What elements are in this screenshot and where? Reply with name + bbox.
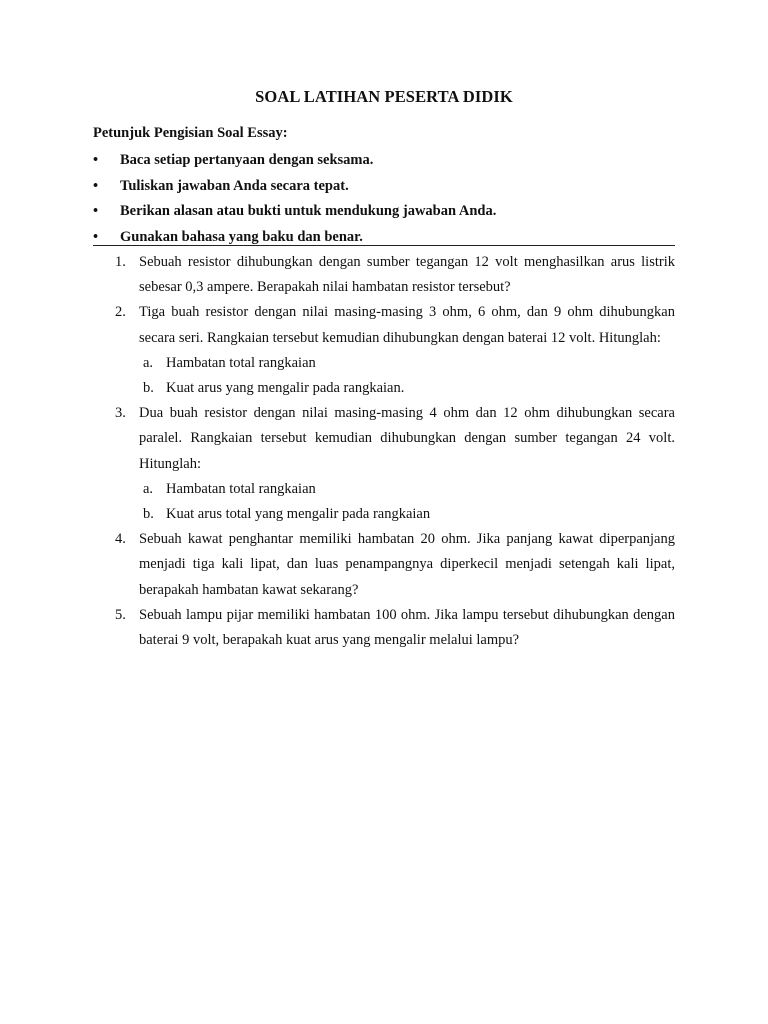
sub-question-text: Hambatan total rangkaian	[166, 354, 316, 371]
instruction-text: Berikan alasan atau bukti untuk mendukung jawaban Anda.	[120, 203, 497, 219]
sub-question-text: Kuat arus total yang mengalir pada rangkaian	[166, 506, 431, 523]
sub-question-letter: a.	[143, 480, 154, 497]
sub-question-item	[93, 376, 675, 401]
instructions-list	[93, 148, 675, 250]
instruction-text: Baca setiap pertanyaan dengan seksama.	[120, 152, 374, 168]
page-title: SOAL LATIHAN PESERTA DIDIK	[255, 87, 513, 106]
instruction-item	[93, 225, 675, 251]
bullet-icon: •	[93, 152, 99, 168]
question-item	[93, 401, 675, 477]
instruction-item	[93, 148, 675, 174]
question-number: 3.	[115, 405, 126, 422]
bullet-icon: •	[93, 203, 99, 219]
sub-question-letter: b.	[143, 380, 154, 397]
instruction-item	[93, 199, 675, 225]
sub-question-letter: b.	[143, 506, 154, 523]
section-divider	[93, 245, 675, 246]
question-item	[93, 527, 675, 603]
question-number: 1.	[115, 254, 126, 270]
question-item	[93, 300, 675, 350]
instruction-text: Gunakan bahasa yang baku dan benar.	[120, 228, 363, 245]
question-list	[93, 250, 675, 653]
sub-question-item	[93, 502, 675, 527]
sub-question-item	[93, 477, 675, 502]
question-item	[93, 250, 675, 300]
question-number: 5.	[115, 606, 126, 623]
question-text: Sebuah resistor dihubungkan dengan sumber tegangan 12 volt menghasilkan arus listrik sebesar 0,3 ampere. Berapakah nilai hambatan resistor tersebut?	[139, 254, 675, 296]
question-text: Sebuah kawat penghantar memiliki hambatan 20 ohm. Jika panjang kawat diperpanjang menjadi tiga kali lipat, dan luas penampangnya diperkecil menjadi setengah kali lipat, berapakah hambatan kawat sekarang?	[139, 531, 675, 598]
instructions-heading: Petunjuk Pengisian Soal Essay:	[93, 125, 288, 141]
bullet-icon: •	[93, 177, 99, 194]
sub-question-text: Kuat arus yang mengalir pada rangkaian.	[166, 380, 405, 397]
instruction-item	[93, 174, 675, 200]
sub-question-letter: a.	[143, 354, 154, 371]
instruction-text: Tuliskan jawaban Anda secara tepat.	[120, 177, 349, 194]
question-text: Tiga buah resistor dengan nilai masing-masing 3 ohm, 6 ohm, dan 9 ohm dihubungkan secara seri. Rangkaian tersebut kemudian dihubungkan dengan baterai 12 volt. Hitunglah:	[139, 304, 675, 346]
sub-question-text: Hambatan total rangkaian	[166, 480, 316, 497]
question-number: 4.	[115, 531, 126, 548]
question-number: 2.	[115, 304, 126, 321]
sub-question-item	[93, 351, 675, 376]
question-item	[93, 603, 675, 653]
question-text: Sebuah lampu pijar memiliki hambatan 100 ohm. Jika lampu tersebut dihubungkan dengan baterai 9 volt, berapakah kuat arus yang mengalir melalui lampu?	[139, 606, 675, 649]
question-text: Dua buah resistor dengan nilai masing-masing 4 ohm dan 12 ohm dihubungkan secara paralel. Rangkaian tersebut kemudian dihubungkan dengan sumber tegangan 24 volt. Hitunglah:	[139, 405, 675, 472]
bullet-icon: •	[93, 228, 99, 245]
